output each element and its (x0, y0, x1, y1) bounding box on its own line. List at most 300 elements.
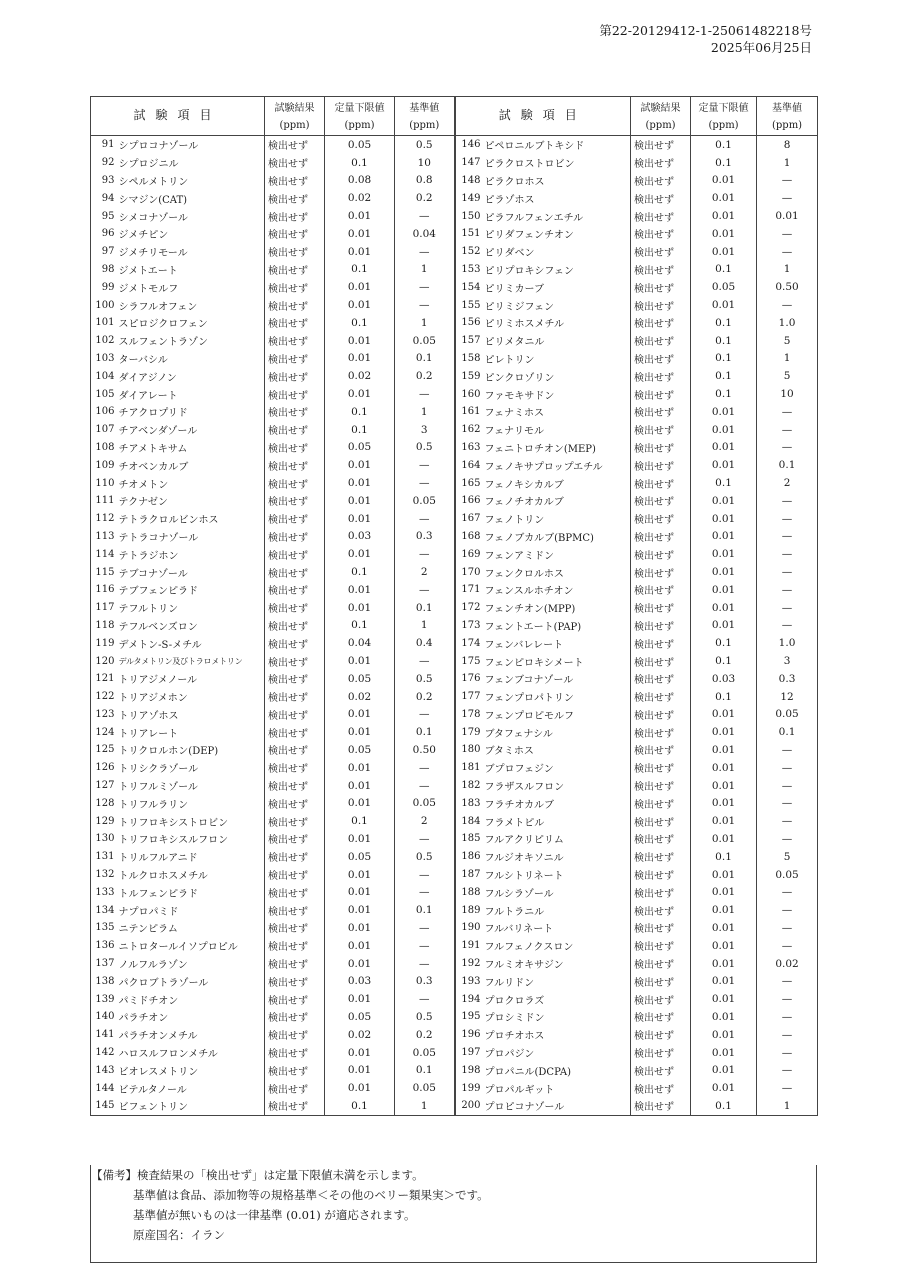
table-row (91, 670, 818, 688)
item-number: 186 (455, 848, 483, 866)
item-name: ニトロタールイソプロピル (117, 937, 265, 955)
item-number: 160 (455, 385, 483, 403)
item-name: ダイアジノン (117, 367, 265, 385)
test-result: 検出せず (631, 136, 691, 154)
standard-value: — (757, 794, 818, 812)
column-header-standard: 基準値 (ppm) (395, 97, 455, 136)
item-name: ターバシル (117, 350, 265, 368)
standard-value: 1 (757, 154, 818, 172)
standard-value: — (757, 1079, 818, 1097)
test-result: 検出せず (265, 670, 325, 688)
standard-value: — (757, 883, 818, 901)
quantitation-limit: 0.01 (325, 883, 395, 901)
standard-value: 0.2 (395, 1026, 455, 1044)
test-result: 検出せず (265, 261, 325, 279)
item-name: ビテルタノール (117, 1079, 265, 1097)
standard-value: 0.1 (395, 723, 455, 741)
standard-value: — (395, 243, 455, 261)
item-number: 130 (91, 830, 117, 848)
standard-value: — (757, 1008, 818, 1026)
test-result: 検出せず (265, 741, 325, 759)
quantitation-limit: 0.1 (691, 367, 757, 385)
quantitation-limit: 0.1 (325, 563, 395, 581)
item-name: ピペロニルブトキシド (483, 136, 631, 154)
standard-value: — (757, 919, 818, 937)
item-name: フェノキシカルブ (483, 474, 631, 492)
standard-value: — (395, 581, 455, 599)
standard-value: — (757, 189, 818, 207)
item-number: 185 (455, 830, 483, 848)
test-result: 検出せず (265, 634, 325, 652)
item-name: フルミオキサジン (483, 955, 631, 973)
test-result: 検出せず (631, 777, 691, 795)
test-result: 検出せず (631, 634, 691, 652)
quantitation-limit: 0.1 (325, 154, 395, 172)
quantitation-limit: 0.1 (691, 474, 757, 492)
item-name: フェナリモル (483, 421, 631, 439)
test-results-table (90, 96, 818, 1116)
standard-value: — (757, 225, 818, 243)
standard-value: 0.05 (395, 1079, 455, 1097)
quantitation-limit: 0.01 (691, 1026, 757, 1044)
item-name: トリクロルホン(DEP) (117, 741, 265, 759)
quantitation-limit: 0.01 (691, 794, 757, 812)
quantitation-limit: 0.1 (325, 1097, 395, 1115)
standard-value: — (757, 901, 818, 919)
item-name: パラチオンメチル (117, 1026, 265, 1044)
table-row (91, 581, 818, 599)
quantitation-limit: 0.01 (325, 901, 395, 919)
test-result: 検出せず (631, 741, 691, 759)
test-result: 検出せず (265, 207, 325, 225)
quantitation-limit: 0.01 (691, 207, 757, 225)
item-name: ビフェントリン (117, 1097, 265, 1115)
test-result: 検出せず (265, 456, 325, 474)
item-name: ピレトリン (483, 350, 631, 368)
item-name: フェニトロチオン(MEP) (483, 439, 631, 457)
item-number: 93 (91, 172, 117, 190)
table-row (91, 243, 818, 261)
test-result: 検出せず (265, 777, 325, 795)
standard-value: 0.1 (757, 456, 818, 474)
item-name: ジメチリモール (117, 243, 265, 261)
standard-value: 0.2 (395, 688, 455, 706)
test-result: 検出せず (265, 528, 325, 546)
test-result: 検出せず (631, 617, 691, 635)
test-result: 検出せず (631, 528, 691, 546)
item-name: ジメトエート (117, 261, 265, 279)
item-name: フェンクロルホス (483, 563, 631, 581)
test-result: 検出せず (631, 510, 691, 528)
standard-value: 0.2 (395, 367, 455, 385)
table-row (91, 1061, 818, 1079)
standard-value: 1 (395, 1097, 455, 1115)
standard-value: 0.1 (757, 723, 818, 741)
test-result: 検出せず (631, 563, 691, 581)
test-result: 検出せず (631, 456, 691, 474)
quantitation-limit: 0.01 (325, 599, 395, 617)
table-row (91, 136, 818, 154)
standard-value: 0.50 (757, 278, 818, 296)
table-row (91, 172, 818, 190)
quantitation-limit: 0.01 (325, 652, 395, 670)
item-number: 157 (455, 332, 483, 350)
test-result: 検出せず (265, 189, 325, 207)
item-number: 147 (455, 154, 483, 172)
test-result: 検出せず (265, 439, 325, 457)
item-name: フルアクリピリム (483, 830, 631, 848)
item-name: トリルフルアニド (117, 848, 265, 866)
standard-value: 0.4 (395, 634, 455, 652)
table-row (91, 1097, 818, 1115)
quantitation-limit: 0.01 (691, 563, 757, 581)
quantitation-limit: 0.01 (325, 937, 395, 955)
quantitation-limit: 0.01 (691, 172, 757, 190)
test-result: 検出せず (265, 866, 325, 884)
quantitation-limit: 0.01 (325, 492, 395, 510)
quantitation-limit: 0.01 (691, 599, 757, 617)
quantitation-limit: 0.01 (325, 207, 395, 225)
quantitation-limit: 0.01 (325, 243, 395, 261)
standard-value: 0.5 (395, 136, 455, 154)
item-number: 179 (455, 723, 483, 741)
table-row (91, 332, 818, 350)
quantitation-limit: 0.05 (691, 278, 757, 296)
table-row (91, 599, 818, 617)
test-result: 検出せず (265, 1097, 325, 1115)
table-row (91, 154, 818, 172)
item-number: 192 (455, 955, 483, 973)
table-row (91, 741, 818, 759)
standard-value: 1 (395, 261, 455, 279)
quantitation-limit: 0.05 (325, 439, 395, 457)
table-row (91, 278, 818, 296)
table-row (91, 937, 818, 955)
item-number: 149 (455, 189, 483, 207)
quantitation-limit: 0.01 (325, 866, 395, 884)
item-name: ピラゾホス (483, 189, 631, 207)
item-number: 169 (455, 545, 483, 563)
item-name: テブコナゾール (117, 563, 265, 581)
quantitation-limit: 0.01 (691, 759, 757, 777)
test-result: 検出せず (631, 261, 691, 279)
quantitation-limit: 0.01 (691, 741, 757, 759)
test-result: 検出せず (265, 278, 325, 296)
quantitation-limit: 0.01 (325, 759, 395, 777)
standard-value: 5 (757, 367, 818, 385)
table-header-row (91, 97, 818, 136)
test-result: 検出せず (631, 759, 691, 777)
test-result: 検出せず (265, 545, 325, 563)
item-name: トリフルラリン (117, 794, 265, 812)
item-number: 170 (455, 563, 483, 581)
standard-value: — (395, 777, 455, 795)
standard-value: 0.01 (757, 207, 818, 225)
item-name: ピリミカーブ (483, 278, 631, 296)
item-name: ピラクロホス (483, 172, 631, 190)
item-name: ノルフルラゾン (117, 955, 265, 973)
standard-value: — (395, 990, 455, 1008)
item-name: フルシトリネート (483, 866, 631, 884)
item-name: フェノチオカルブ (483, 492, 631, 510)
test-result: 検出せず (631, 1044, 691, 1062)
test-result: 検出せず (265, 510, 325, 528)
test-result: 検出せず (265, 350, 325, 368)
standard-value: — (757, 990, 818, 1008)
item-number: 175 (455, 652, 483, 670)
test-result: 検出せず (631, 670, 691, 688)
quantitation-limit: 0.1 (691, 136, 757, 154)
standard-value: — (757, 296, 818, 314)
test-result: 検出せず (631, 919, 691, 937)
item-number: 177 (455, 688, 483, 706)
quantitation-limit: 0.05 (325, 1008, 395, 1026)
quantitation-limit: 0.01 (691, 456, 757, 474)
item-name: ピリプロキシフェン (483, 261, 631, 279)
item-name: フルジオキソニル (483, 848, 631, 866)
item-number: 127 (91, 777, 117, 795)
quantitation-limit: 0.01 (691, 225, 757, 243)
standard-value: 0.2 (395, 189, 455, 207)
item-number: 182 (455, 777, 483, 795)
column-header-result: 試験結果 (ppm) (631, 97, 691, 136)
quantitation-limit: 0.02 (325, 688, 395, 706)
quantitation-limit: 0.01 (691, 510, 757, 528)
item-number: 112 (91, 510, 117, 528)
item-number: 178 (455, 706, 483, 724)
quantitation-limit: 0.01 (691, 901, 757, 919)
quantitation-limit: 0.01 (691, 990, 757, 1008)
quantitation-limit: 0.01 (691, 1044, 757, 1062)
item-name: チアメトキサム (117, 439, 265, 457)
item-number: 97 (91, 243, 117, 261)
item-number: 183 (455, 794, 483, 812)
item-name: フェンプロパトリン (483, 688, 631, 706)
test-result: 検出せず (265, 919, 325, 937)
quantitation-limit: 0.1 (325, 812, 395, 830)
item-number: 196 (455, 1026, 483, 1044)
item-name: プロパジン (483, 1044, 631, 1062)
test-result: 検出せず (265, 652, 325, 670)
standard-value: 0.5 (395, 1008, 455, 1026)
quantitation-limit: 0.01 (691, 243, 757, 261)
issue-date: 2025年06月25日 (710, 40, 812, 55)
test-result: 検出せず (631, 794, 691, 812)
test-result: 検出せず (631, 278, 691, 296)
test-result: 検出せず (631, 599, 691, 617)
standard-value: — (757, 1044, 818, 1062)
quantitation-limit: 0.02 (325, 367, 395, 385)
item-name: シメコナゾール (117, 207, 265, 225)
quantitation-limit: 0.01 (691, 937, 757, 955)
quantitation-limit: 0.03 (325, 972, 395, 990)
item-name: シマジン(CAT) (117, 189, 265, 207)
quantitation-limit: 0.01 (691, 189, 757, 207)
item-name: フルフェノクスロン (483, 937, 631, 955)
item-number: 163 (455, 439, 483, 457)
standard-value: 0.05 (395, 794, 455, 812)
quantitation-limit: 0.01 (691, 919, 757, 937)
quantitation-limit: 0.05 (325, 136, 395, 154)
item-number: 189 (455, 901, 483, 919)
item-name: ハロスルフロンメチル (117, 1044, 265, 1062)
quantitation-limit: 0.03 (691, 670, 757, 688)
standard-value: 0.3 (395, 972, 455, 990)
item-number: 181 (455, 759, 483, 777)
quantitation-limit: 0.01 (325, 1061, 395, 1079)
test-result: 検出せず (631, 1079, 691, 1097)
item-number: 161 (455, 403, 483, 421)
item-name: プロピコナゾール (483, 1097, 631, 1115)
item-number: 139 (91, 990, 117, 1008)
test-result: 検出せず (265, 990, 325, 1008)
standard-value: — (757, 972, 818, 990)
quantitation-limit: 0.01 (325, 581, 395, 599)
item-number: 152 (455, 243, 483, 261)
item-name: テクナゼン (117, 492, 265, 510)
standard-value: — (395, 278, 455, 296)
standard-value: — (395, 510, 455, 528)
table-row (91, 207, 818, 225)
item-name: デルタメトリン及びトラロメトリン (117, 652, 265, 670)
test-result: 検出せず (631, 403, 691, 421)
document-reference (599, 22, 812, 56)
test-result: 検出せず (631, 937, 691, 955)
table-row (91, 314, 818, 332)
table-row (91, 528, 818, 546)
test-result: 検出せず (631, 883, 691, 901)
quantitation-limit: 0.01 (691, 812, 757, 830)
item-number: 199 (455, 1079, 483, 1097)
table-row (91, 990, 818, 1008)
item-name: フェノトリン (483, 510, 631, 528)
item-name: ピラクロストロビン (483, 154, 631, 172)
item-number: 190 (455, 919, 483, 937)
item-name: トリフロキシスルフロン (117, 830, 265, 848)
table-row (91, 421, 818, 439)
quantitation-limit: 0.1 (691, 332, 757, 350)
item-name: プロシミドン (483, 1008, 631, 1026)
item-number: 150 (455, 207, 483, 225)
item-number: 102 (91, 332, 117, 350)
item-number: 194 (455, 990, 483, 1008)
quantitation-limit: 0.01 (691, 1079, 757, 1097)
test-result: 検出せず (631, 421, 691, 439)
remark-line: 【備考】検査結果の「検出せず」は定量下限値未満を示します。 (91, 1168, 424, 1182)
item-name: フェントエート(PAP) (483, 617, 631, 635)
item-name: フラメトピル (483, 812, 631, 830)
quantitation-limit: 0.01 (691, 706, 757, 724)
test-result: 検出せず (631, 723, 691, 741)
quantitation-limit: 0.01 (691, 1008, 757, 1026)
quantitation-limit: 0.01 (691, 528, 757, 546)
item-number: 191 (455, 937, 483, 955)
quantitation-limit: 0.01 (325, 332, 395, 350)
table-row (91, 883, 818, 901)
table-row (91, 1044, 818, 1062)
test-result: 検出せず (265, 955, 325, 973)
standard-value: — (757, 741, 818, 759)
standard-value: — (395, 207, 455, 225)
table-row (91, 563, 818, 581)
quantitation-limit: 0.01 (691, 883, 757, 901)
item-number: 151 (455, 225, 483, 243)
standard-value: — (395, 937, 455, 955)
test-result: 検出せず (265, 403, 325, 421)
item-name: ファモキサドン (483, 385, 631, 403)
test-result: 検出せず (265, 706, 325, 724)
item-name: ピリミジフェン (483, 296, 631, 314)
standard-value: — (757, 1026, 818, 1044)
test-result: 検出せず (631, 955, 691, 973)
standard-value: 1 (395, 403, 455, 421)
item-name: ピンクロゾリン (483, 367, 631, 385)
quantitation-limit: 0.03 (325, 528, 395, 546)
item-name: トリアジメホン (117, 688, 265, 706)
item-name: ナプロパミド (117, 901, 265, 919)
item-number: 107 (91, 421, 117, 439)
standard-value: — (757, 1061, 818, 1079)
quantitation-limit: 0.01 (691, 581, 757, 599)
quantitation-limit: 0.01 (325, 278, 395, 296)
item-number: 101 (91, 314, 117, 332)
quantitation-limit: 0.01 (325, 955, 395, 973)
item-name: テブフェンピラド (117, 581, 265, 599)
item-name: ピリメタニル (483, 332, 631, 350)
column-header-standard: 基準値 (ppm) (757, 97, 818, 136)
item-number: 116 (91, 581, 117, 599)
item-number: 91 (91, 136, 117, 154)
item-number: 125 (91, 741, 117, 759)
standard-value: 0.5 (395, 670, 455, 688)
item-number: 180 (455, 741, 483, 759)
test-result: 検出せず (631, 830, 691, 848)
quantitation-limit: 0.01 (325, 1079, 395, 1097)
table-row (91, 634, 818, 652)
column-header-item: 試験項目 (455, 97, 631, 136)
table-row (91, 866, 818, 884)
item-name: トリフロキシストロビン (117, 812, 265, 830)
standard-value: 0.8 (395, 172, 455, 190)
standard-value: 0.5 (395, 439, 455, 457)
item-name: フルリドン (483, 972, 631, 990)
quantitation-limit: 0.05 (325, 848, 395, 866)
test-result: 検出せず (265, 332, 325, 350)
table-row (91, 777, 818, 795)
item-number: 94 (91, 189, 117, 207)
item-name: トリアレート (117, 723, 265, 741)
item-name: スルフェントラゾン (117, 332, 265, 350)
quantitation-limit: 0.1 (691, 314, 757, 332)
table-row (91, 1008, 818, 1026)
item-number: 126 (91, 759, 117, 777)
item-name: シペルメトリン (117, 172, 265, 190)
item-number: 172 (455, 599, 483, 617)
standard-value: 2 (757, 474, 818, 492)
test-result: 検出せず (265, 296, 325, 314)
test-result: 検出せず (265, 243, 325, 261)
item-number: 141 (91, 1026, 117, 1044)
standard-value: — (757, 937, 818, 955)
standard-value: 0.05 (757, 866, 818, 884)
test-result: 検出せず (631, 225, 691, 243)
quantitation-limit: 0.01 (691, 439, 757, 457)
column-header-limit: 定量下限値 (ppm) (325, 97, 395, 136)
standard-value: 0.3 (757, 670, 818, 688)
quantitation-limit: 0.01 (691, 296, 757, 314)
reference-number: 第22-20129412-1-25061482218号 (599, 23, 812, 38)
item-name: フェンバレレート (483, 634, 631, 652)
